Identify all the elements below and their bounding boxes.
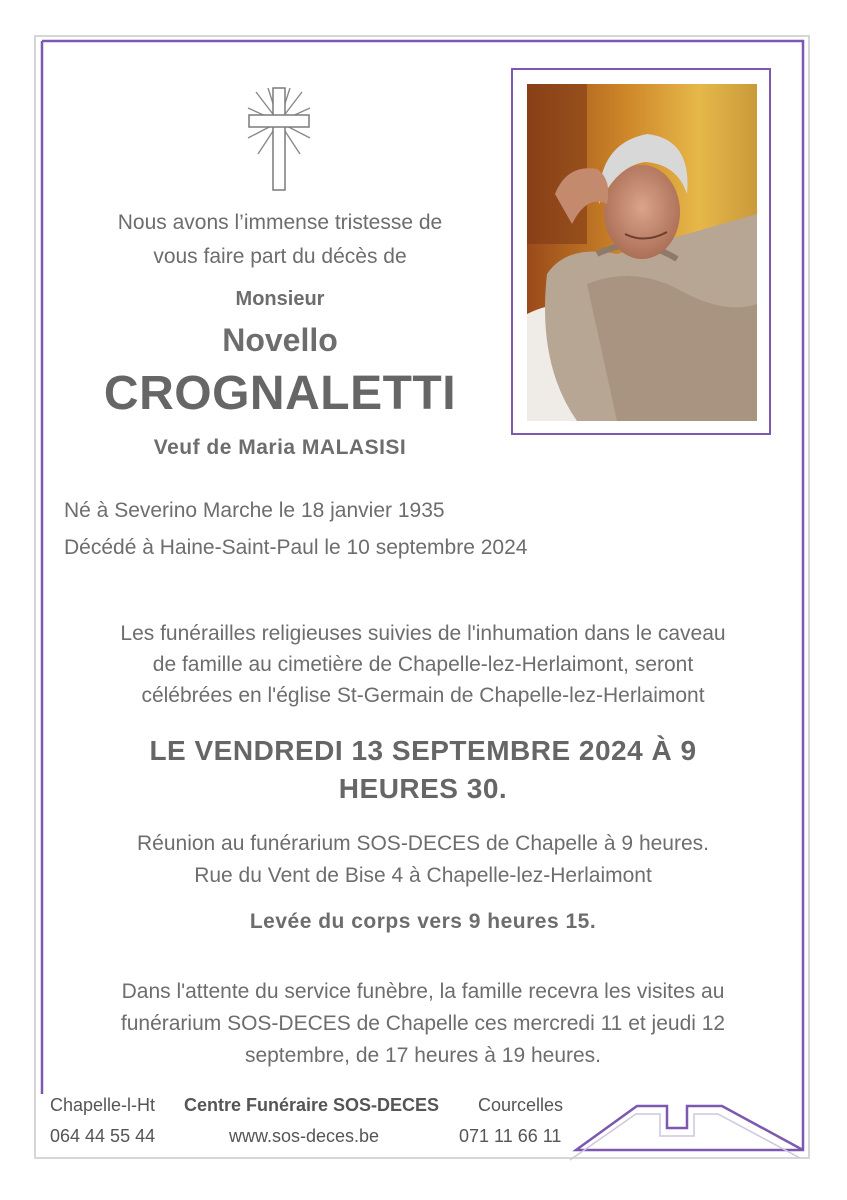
footer-website-link[interactable]: www.sos-deces.be <box>229 1126 380 1146</box>
intro-text <box>60 206 500 274</box>
cross-icon <box>244 86 314 192</box>
ceremony-date-line-2: HEURES 30. <box>338 773 508 804</box>
footer-right-city: Courcelles <box>478 1095 564 1115</box>
deceased-title: Monsieur <box>235 288 325 310</box>
visits-paragraph <box>50 976 796 1072</box>
meeting-line-1: Réunion au funérarium SOS-DECES de Chapelle à 9 heures. <box>137 832 709 855</box>
portrait-frame <box>511 68 771 435</box>
visits-line: septembre, de 17 heures à 19 heures. <box>244 1044 602 1067</box>
intro-line-1: Nous avons l’immense tristesse de <box>117 211 443 234</box>
birth-line: Né à Severino Marche le 18 janvier 1935 <box>64 499 445 522</box>
meeting-line-2: Rue du Vent de Bise 4 à Chapelle-lez-Herlaimont <box>194 864 652 887</box>
funeral-paragraph <box>50 618 796 711</box>
deceased-first-name: Novello <box>222 322 338 358</box>
birth-death-info <box>64 492 527 566</box>
ceremony-date <box>50 732 796 808</box>
visits-line: funérarium SOS-DECES de Chapelle ces mercredi 11 et jeudi 12 <box>120 1012 726 1035</box>
meeting-info <box>50 828 796 892</box>
funeral-line: Les funérailles religieuses suivies de l'inhumation dans le caveau <box>120 622 726 645</box>
portrait-photo <box>527 84 757 421</box>
levee-du-corps: Levée du corps vers 9 heures 15. <box>249 910 597 933</box>
widow-of: Veuf de Maria MALASISI <box>153 436 407 459</box>
death-line: Décédé à Haine-Saint-Paul le 10 septembre 2024 <box>64 536 528 559</box>
funeral-line: célébrées en l'église St-Germain de Chapelle-lez-Herlaimont <box>141 684 705 707</box>
footer-left-phone: 064 44 55 44 <box>50 1126 156 1146</box>
footer-company-name: Centre Funéraire SOS-DECES <box>184 1095 440 1115</box>
ceremony-date-line-1: LE VENDREDI 13 SEPTEMBRE 2024 À 9 <box>149 735 697 766</box>
footer-right-phone: 071 11 66 11 <box>459 1126 562 1146</box>
funeral-line: de famille au cimetière de Chapelle-lez-Herlaimont, seront <box>152 653 694 676</box>
footer-left-city: Chapelle-l-Ht <box>50 1095 156 1115</box>
deceased-last-name: CROGNALETTI <box>103 367 457 420</box>
visits-line: Dans l'attente du service funèbre, la famille recevra les visites au <box>121 980 725 1003</box>
intro-line-2: vous faire part du décès de <box>153 245 407 268</box>
